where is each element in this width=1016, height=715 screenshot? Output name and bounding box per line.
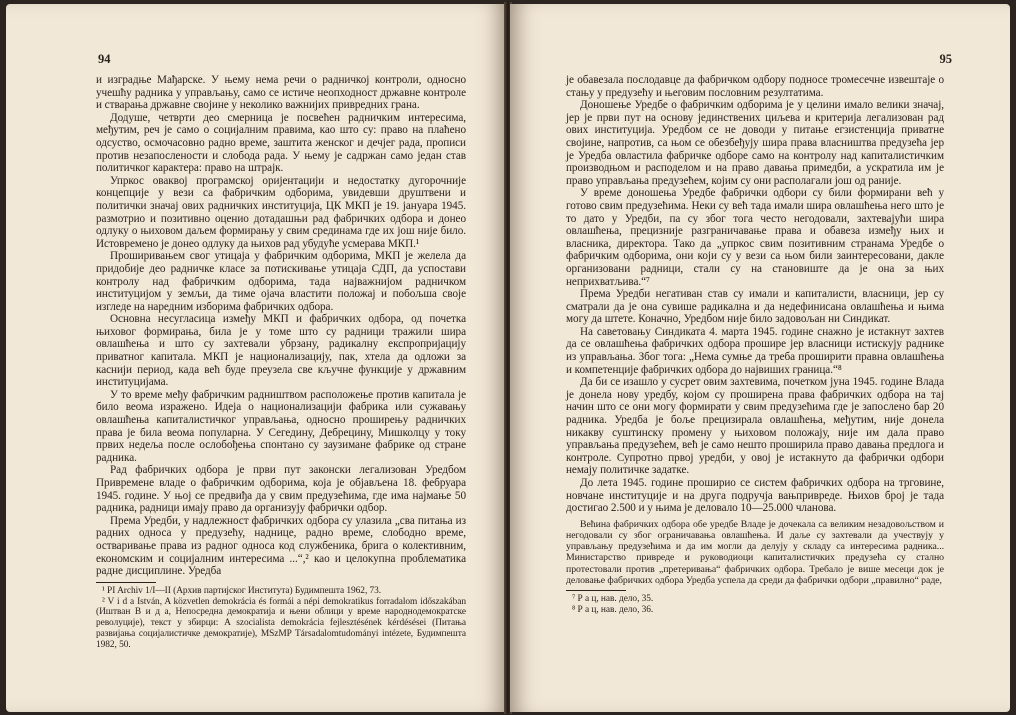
page-number: 94 (98, 52, 111, 66)
footnote: ⁸ Р а ц, нав. дело, 36. (572, 604, 654, 615)
page-body (566, 74, 944, 616)
paragraph: Према Уредби негативан став су имали и капиталисти, власници, јер су сматрали да је она сувише радикална и да недефинисана овлашћења и њима могу да штете. Коначно, Уредбом није било задовољан ни Синдикат. (566, 288, 944, 326)
small-print-block (566, 519, 944, 586)
footnote: ¹ PI Archiv 1/I—II (Архив партијског Института) Будимпешта 1962, 73. (102, 585, 382, 596)
paragraph: Према Уредби, у надлежност фабричких одбора су улазила „сва питања из радних односа у предузећу, наднице, радно време, слободно време, остваривање права из радног односа код службеника, брига о колективним, економским и социјалним интересима ...“,² као и целокупна проблематика радне дисциплине. Уредба (96, 514, 466, 578)
paragraph: Проширивањем свог утицаја у фабричким одборима, МКП је желела да придобије део радничке класе за потискивање утицаја СДП, да успостави контролу над фабричким одборима, тада најважнијом радничком институцијом у земљи, да тиме ојача властити положај и побољша своје изгледе на наредним изборима фабричких одбора. (96, 250, 466, 313)
paragraph: До лета 1945. године проширио се систем фабричких одбора на трговине, новчане институције и на друга подручја вањпривреде. Њихов број је тада достигао 2.500 и у њима је деловало 10—25.000 чланова. (566, 477, 944, 515)
page-number: 95 (939, 52, 952, 66)
left-page (6, 4, 506, 712)
paragraph: Доношење Уредбе о фабричким одборима је у целини имало велики значај, јер је први пут на основу јединствених циљева и критерија легализован рад ових институција. Уредбом се не доводи у питање егзистенција приватне својине, напротив, са њом се обезбеђују шира права власништва предузећа јер је Уредба овластила фабричке одборе само на контролу над капиталистичким производњом и расподелом и на право давања примедби, а ускратила им је право управљања предузећем, којим су они располагали још од раније. (566, 99, 944, 187)
footnotes (96, 586, 466, 651)
page-body (96, 74, 466, 651)
paragraph: На саветовању Синдиката 4. марта 1945. године снажно је истакнут захтев да се овлашћења фабричких одбора прошире јер власници истискују раднике из управљања. Због тога: „Нема сумње да треба проширити правна овлашћења и компетенције фабричких одбора до највиших граница.“⁸ (566, 325, 944, 376)
paragraph: Додуше, четврти део смерница је посвећен радничким интересима, међутим, реч је само о социјалним правима, као што су: право на плаћено одсуство, осмочасовно радно време, заштита женског и дечјег рада, прописи против незапослености и слобода рада. У њему је садржан само један став политичког карактера: право на штрајк. (96, 111, 466, 175)
footnote-rule (96, 582, 156, 583)
right-page (510, 4, 1010, 712)
footnotes (566, 594, 944, 616)
paragraph: У то време међу фабричким радништвом расположење против капитала је било веома изражено. Идеја о национализацији фабрика или сужавању овлашћења капиталистичког управљања, односно проширењу радничких права је била веома популарна. У Сегедину, Дебрецину, Мишколцу у току првих недеља после ослобођења спонтано су заузимане фабрике од стране радника. (96, 388, 466, 464)
paragraph: У време доношења Уредбе фабрички одбори су били формирани већ у готово свим предузећима. Неки су већ тада имали шира овлашћења него што је то дато у Уредби, па су због тога често негодовали, захтевајући шира овлашћења, прецизније разграничавање права и обавеза између њих и власника, директора. Тако да „упркос свим позитивним странама Уредбе о фабричким одборима, они који су у вези са њом били заинтересовани, дакле организовани радници, стали су на становиште да је она за њих неприхватљива.“⁷ (566, 187, 944, 288)
paragraph: Упркос оваквој програмској оријентацији и недостатку дугорочније концепције у вези са фабричким одборима, увидевши друштвени и политички значај ових радничких институција, ЦК МКП је 19. јануара 1945. размотрио и позитивно оценио дотадашњи рад фабричких одбора и донео одлуку о њиховом даљем формирању у свим срединама где их још није било. Истовремено је донео одлуку да њихов рад убудуће усмерава МКП.¹ (96, 174, 466, 250)
paragraph: Рад фабричких одбора је први пут законски легализован Уредбом Привремене владе о фабричким одборима, која је објављена 18. фебруара 1945. године. У њој се предвиђа да у свим предузећима, где има најмање 50 радника, радници имају право да организују фабрички одбор. (96, 464, 466, 515)
paragraph: Да би се изашло у сусрет овим захтевима, почетком јуна 1945. године Влада је донела нову уредбу, којом су проширена права фабричких одбора на тај начин што се они могу формирати у свим предузећима где је запослено бар 20 радника. Уредба је боље прецизирала овлашћења, међутим, није донела никакву суштинску промену у њиховом положају, није им дала право управљања предузећем, већ је само нешто проширила право давања предлога и контроле. Супротно првој уредби, у овој је истакнуто да фабрички одбори немају политичке задатке. (566, 376, 944, 477)
paragraph: и изградње Мађарске. У њему нема речи о радничкој контроли, односно учешћу радника у управљању, само се истиче неопходност државне контроле и стварања државне својине у неколико важнијих привредних грана. (96, 74, 466, 112)
small-paragraph: Већина фабричких одбора обе уредбе Владе је дочекала са великим незадовољством и негодовали су због ограничавања овлашћења. И даље су захтевали да учествују у управљању предузећима и да им могли да делују у складу са интересима радника... Министарство привреде и руководиоци капиталистичких предузећа су стално протестовали против „претеривања“ фабричких одбора. Требало је више месеци док је деловање фабричких одбора Уредба успела да среди да фабрички одбори „правилно“ раде, (566, 518, 944, 586)
paragraph: Основна несугласица између МКП и фабричких одбора, од почетка њиховог формирања, била је у томе што су радници тражили шира овлашћења и што су захтевали убрзану, радикалну експропријацију приватног капитала. МКП је национализацију, пак, хтела да одложи за каснији период, када већ буде преузела све кључне функције у државним институцијама. (96, 313, 466, 389)
paragraph: је обавезала послодавце да фабричком одбору подносе тромесечне извештаје о стању у предузећу и његовим пословним резултатима. (566, 74, 944, 99)
footnote: ² V i d a István, A közvetlen demokrácia és formái a népi demokratikus forradalom időszakában (Иштван В и д а, Непосредна демократија и њени облици у време народнодемократске револуције), текст у збирци: A szocialista demokrácia fejlesztésének kérdésései (Питања развијања социјалистичке демократије), MSzMP Társadalomtudományi intézete, Будимпешта 1982, 50. (96, 596, 466, 650)
footnote: ⁷ Р а ц, нав. дело, 35. (572, 594, 654, 604)
footnote-rule (566, 590, 626, 591)
